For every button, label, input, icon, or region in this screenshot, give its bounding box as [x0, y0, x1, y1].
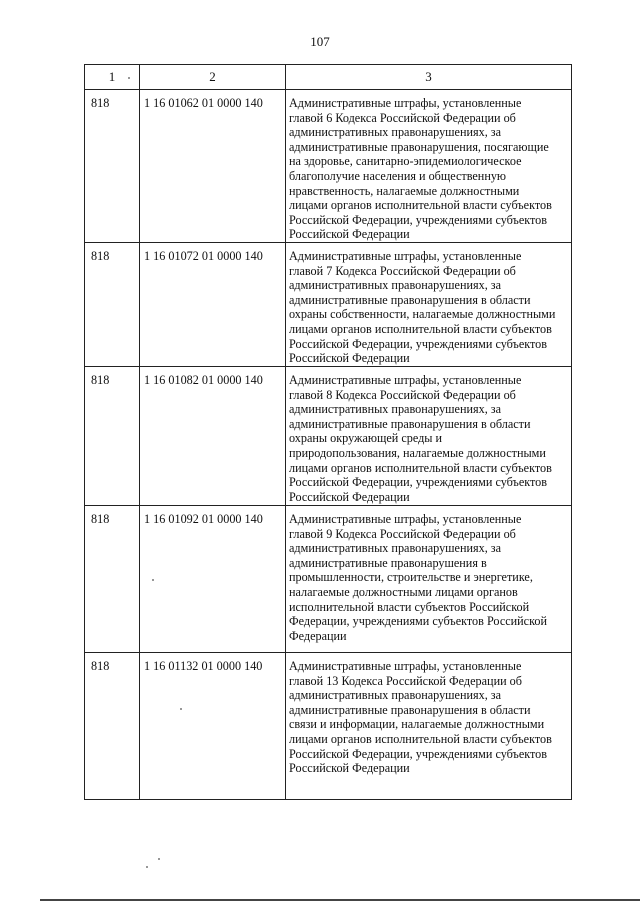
description-line: Российской Федерации [289, 227, 410, 242]
description-line: главой 8 Кодекса Российской Федерации об [289, 387, 516, 402]
kbk-code-cell: 1 16 01092 01 0000 140 [140, 506, 286, 653]
kbk-code-cell: 1 16 01062 01 0000 140 [140, 90, 286, 243]
table-row [85, 653, 572, 800]
description-line: Федерации, учреждениями субъектов Российской [289, 614, 548, 629]
description-line: нравственность, налагаемые должностными [289, 183, 520, 198]
description-line: налагаемые должностными лицами органов [289, 584, 518, 599]
description-line: Российской Федерации, учреждениями субъектов [289, 475, 548, 490]
table-row [85, 506, 572, 653]
description-line: на здоровье, санитарно-эпидемиологическое [289, 154, 522, 169]
description-line: Российской Федерации [289, 761, 410, 776]
description-line: Административные штрафы, установленные [289, 249, 522, 263]
scan-speck [146, 866, 148, 868]
description-line: охраны собственности, налагаемые должностными [289, 307, 556, 322]
scan-speck [152, 579, 154, 581]
description-line: главой 9 Кодекса Российской Федерации об [289, 526, 516, 541]
admin-code-cell: 818 [85, 506, 140, 653]
description-cell [286, 506, 572, 653]
description-line: административных правонарушениях, за [289, 125, 502, 140]
scan-edge-line [40, 899, 640, 901]
description-line: Российской Федерации, учреждениями субъектов [289, 336, 548, 351]
description-line: связи и информации, налагаемые должностными [289, 717, 545, 732]
description-line: административные правонарушения в области [289, 416, 531, 431]
admin-code-cell: 818 [85, 90, 140, 243]
description-line: лицами органов исполнительной власти субъектов [289, 321, 552, 336]
description-line: Федерации [289, 628, 347, 643]
description-cell [286, 243, 572, 367]
description-line: административные правонарушения в области [289, 702, 531, 717]
table-row [85, 367, 572, 506]
kbk-code-cell: 1 16 01132 01 0000 140 [140, 653, 286, 800]
page-number: 107 [310, 34, 330, 49]
admin-code-cell: 818 [85, 653, 140, 800]
description-line: промышленности, строительстве и энергетике, [289, 570, 533, 585]
description-line: Российской Федерации [289, 489, 410, 504]
description-line: административных правонарушениях, за [289, 541, 502, 556]
admin-code-cell: 818 [85, 367, 140, 506]
description-line: главой 7 Кодекса Российской Федерации об [289, 263, 516, 278]
description-line: Российской Федерации [289, 351, 410, 366]
description-line: Административные штрафы, установленные [289, 512, 522, 526]
budget-code-table [84, 64, 572, 800]
description-cell [286, 653, 572, 800]
description-line: Административные штрафы, установленные [289, 659, 522, 673]
column-header-2: 2 [140, 65, 286, 90]
description-line: Российской Федерации, учреждениями субъектов [289, 746, 548, 761]
kbk-code-cell: 1 16 01072 01 0000 140 [140, 243, 286, 367]
kbk-code-cell: 1 16 01082 01 0000 140 [140, 367, 286, 506]
description-line: главой 13 Кодекса Российской Федерации об [289, 673, 522, 688]
scan-speck [180, 708, 182, 710]
description-line: административных правонарушениях, за [289, 278, 502, 293]
admin-code-cell: 818 [85, 243, 140, 367]
description-line: административных правонарушениях, за [289, 402, 502, 417]
table-row [85, 243, 572, 367]
description-cell [286, 90, 572, 243]
description-line: Административные штрафы, установленные [289, 96, 522, 110]
table-header-row [85, 65, 572, 90]
table-row [85, 90, 572, 243]
description-line: административные правонарушения в [289, 555, 487, 570]
description-line: лицами органов исполнительной власти субъектов [289, 198, 552, 213]
description-line: благополучие населения и общественную [289, 168, 507, 183]
description-line: главой 6 Кодекса Российской Федерации об [289, 110, 516, 125]
description-line: административные правонарушения, посягающие [289, 139, 549, 154]
description-line: охраны окружающей среды и [289, 431, 443, 446]
description-line: Административные штрафы, установленные [289, 373, 522, 387]
column-header-3: 3 [286, 65, 572, 90]
description-line: административных правонарушениях, за [289, 688, 502, 703]
scan-speck [128, 77, 130, 79]
description-line: Российской Федерации, учреждениями субъектов [289, 212, 548, 227]
description-line: лицами органов исполнительной власти субъектов [289, 731, 552, 746]
description-line: административные правонарушения в области [289, 292, 531, 307]
description-cell [286, 367, 572, 506]
description-line: природопользования, налагаемые должностными [289, 445, 546, 460]
scan-speck [158, 858, 160, 860]
description-line: лицами органов исполнительной власти субъектов [289, 460, 552, 475]
column-header-1: 1 [85, 65, 140, 90]
description-line: исполнительной власти субъектов Российской [289, 599, 530, 614]
